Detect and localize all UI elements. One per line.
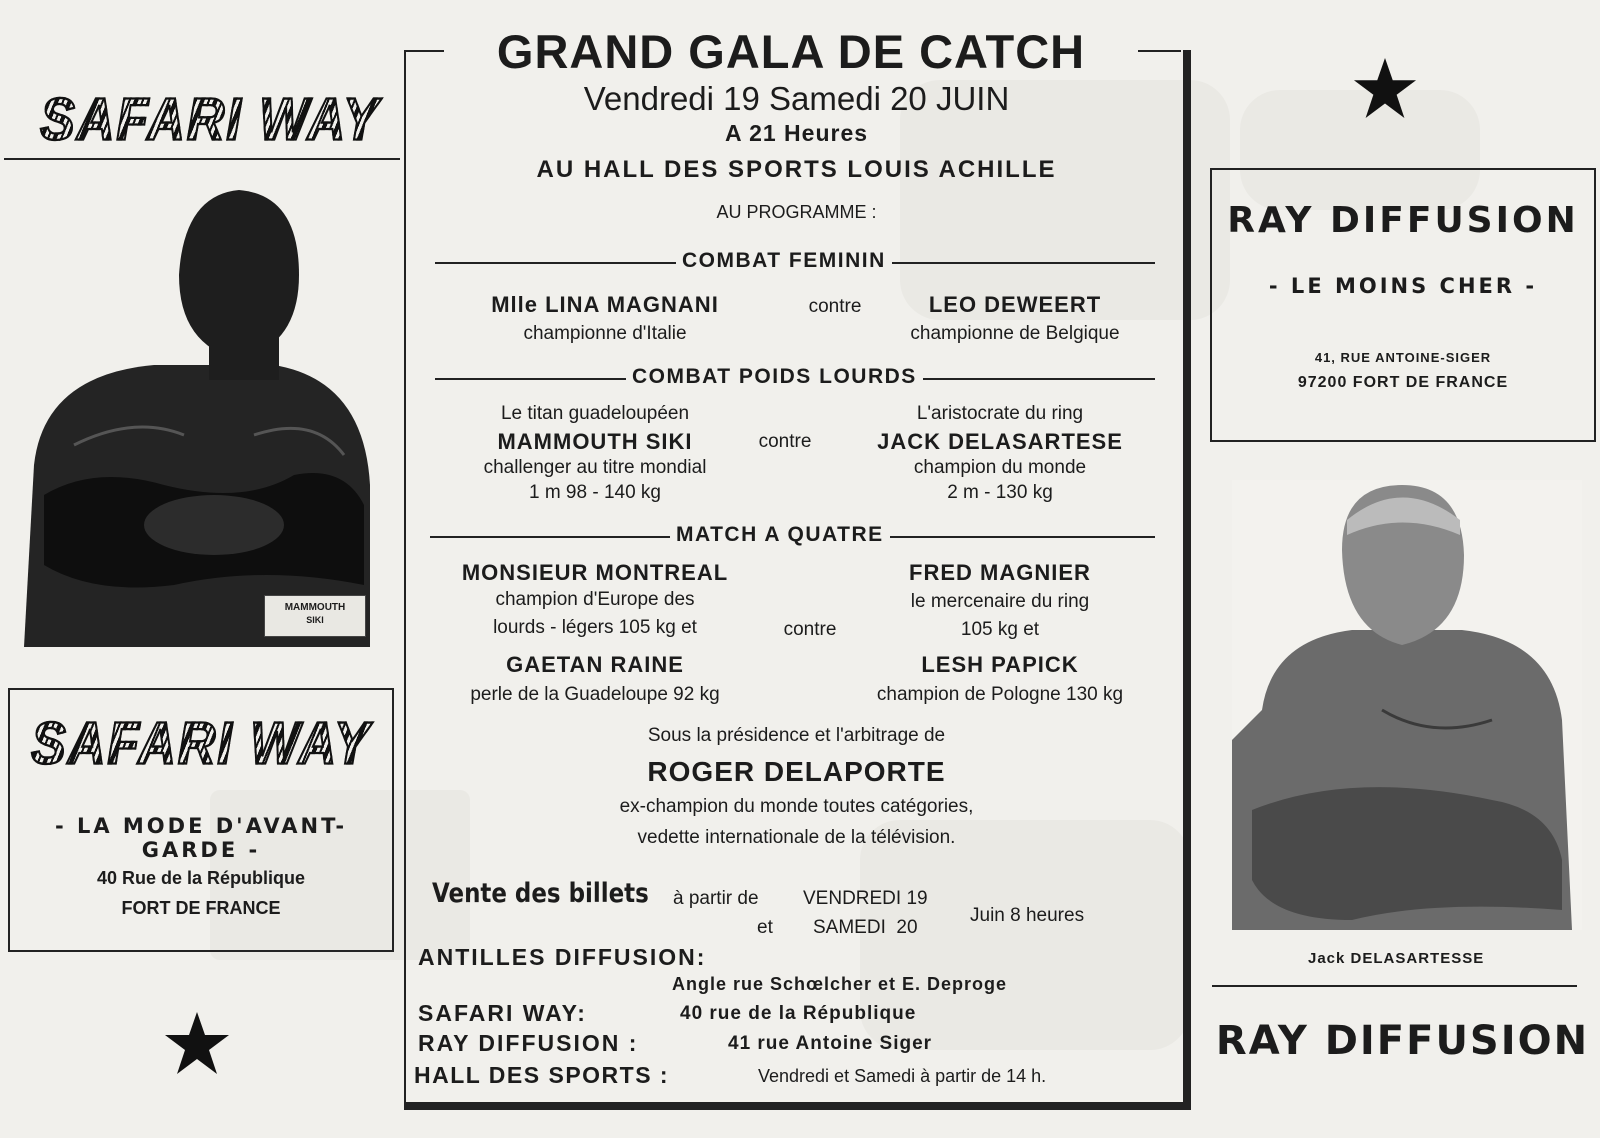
- wrestler-figure: [14, 165, 376, 647]
- event-dates: Vendredi 19 Samedi 20 JUIN: [583, 80, 1010, 117]
- event-title: GRAND GALA DE CATCH: [496, 25, 1086, 78]
- fighter-mammouth-siki: MAMMOUTH SIKI: [497, 429, 693, 454]
- referee-name: ROGER DELAPORTE: [647, 756, 946, 787]
- fighter-leo-deweert: LEO DEWEERT: [928, 292, 1102, 317]
- fighter-lina-magnani: Mlle LINA MAGNANI: [491, 292, 719, 317]
- versus-label: contre: [758, 431, 812, 452]
- fighter-title: champion d'Europe des: [495, 589, 695, 610]
- divider: [4, 158, 400, 160]
- outlet-ray-diffusion: RAY DIFFUSION :: [418, 1030, 639, 1056]
- ray-diffusion-address-1: 41, RUE ANTOINE-SIGER: [1314, 350, 1492, 365]
- tickets-when: Juin 8 heures: [970, 905, 1085, 926]
- versus-label: contre: [783, 619, 837, 640]
- divider: [1212, 985, 1577, 987]
- section-heading-poids-lourds: COMBAT POIDS LOURDS: [626, 365, 923, 389]
- photo-caption: Jack DELASARTESSE: [1308, 950, 1485, 967]
- frame-top-left: [404, 50, 444, 52]
- photo-caption-line1: MAMMOUTH: [284, 602, 346, 613]
- fighter-jack-delasartese: JACK DELASARTESE: [877, 429, 1123, 454]
- mammouth-siki-photo: [14, 165, 376, 647]
- outlet-address: Angle rue Schœlcher et E. Deproge: [672, 974, 1008, 994]
- photo-label-box: [264, 595, 366, 637]
- fighter-title: lourds - légers 105 kg et: [493, 617, 697, 638]
- fighter-gaetan-raine: GAETAN RAINE: [506, 652, 684, 677]
- ray-diffusion-logo: RAY DIFFUSION: [1227, 200, 1579, 241]
- safari-way-ad-box: [8, 688, 394, 952]
- wrestler-figure: [1232, 480, 1582, 930]
- fighter-title: championne de Belgique: [910, 323, 1120, 344]
- fighter-title: le mercenaire du ring: [910, 591, 1090, 612]
- section-heading-match-a-quatre: MATCH A QUATRE: [670, 523, 890, 547]
- tickets-from: à partir de: [673, 888, 759, 909]
- star-icon: [164, 1010, 230, 1076]
- fighter-monsieur-montreal: MONSIEUR MONTREAL: [461, 560, 729, 585]
- section-heading-combat-feminin: COMBAT FEMININ: [676, 249, 892, 273]
- fighter-title: perle de la Guadeloupe 92 kg: [470, 684, 720, 705]
- frame-top-right: [1138, 50, 1181, 52]
- fighter-intro: Le titan guadeloupéen: [500, 403, 690, 424]
- fighter-lesh-papick: LESH PAPICK: [921, 652, 1079, 677]
- safari-way-tagline: - LA MODE D'AVANT-GARDE -: [54, 814, 348, 862]
- fighter-title: 105 kg et: [960, 619, 1040, 640]
- fighter-stats: 2 m - 130 kg: [947, 482, 1053, 503]
- safari-way-address-2: FORT DE FRANCE: [121, 898, 281, 918]
- jack-delasartesse-photo: [1232, 480, 1582, 930]
- photo-caption-line2: SIKI: [306, 615, 324, 625]
- tickets-heading: Vente des billets: [432, 878, 649, 909]
- outlet-address: 41 rue Antoine Siger: [728, 1033, 933, 1054]
- ray-diffusion-ad-box: [1210, 168, 1596, 442]
- tickets-day1: VENDREDI 19: [803, 888, 928, 909]
- ray-diffusion-address-2: 97200 FORT DE FRANCE: [1297, 374, 1509, 391]
- safari-way-logo: SAFARI WAY: [10, 712, 392, 776]
- fighter-title: champion de Pologne 130 kg: [876, 684, 1124, 705]
- outlet-address: 40 rue de la République: [680, 1003, 917, 1024]
- ray-diffusion-tagline: - LE MOINS CHER -: [1268, 274, 1538, 298]
- outlet-hours: Vendredi et Samedi à partir de 14 h.: [758, 1066, 1047, 1086]
- fighter-title: challenger au titre mondial: [483, 457, 707, 478]
- tickets-and: et: [757, 917, 773, 938]
- fighter-title: champion du monde: [913, 457, 1087, 478]
- versus-label: contre: [808, 296, 862, 317]
- fighter-title: championne d'Italie: [523, 323, 687, 344]
- referee-line: vedette internationale de la télévision.: [637, 827, 956, 848]
- event-time: A 21 Heures: [724, 120, 869, 146]
- safari-way-address-1: 40 Rue de la République: [96, 868, 306, 888]
- referee-intro: Sous la présidence et l'arbitrage de: [647, 725, 946, 746]
- fighter-stats: 1 m 98 - 140 kg: [528, 482, 662, 503]
- referee-line: ex-champion du monde toutes catégories,: [619, 796, 974, 817]
- star-icon: [1353, 56, 1417, 120]
- programme-label: AU PROGRAMME :: [716, 202, 877, 222]
- ray-diffusion-logo-bottom: RAY DIFFUSION: [1215, 1018, 1590, 1064]
- tickets-day2: SAMEDI 20: [813, 917, 918, 938]
- outlet-safari-way: SAFARI WAY:: [418, 1000, 587, 1026]
- outlet-antilles-diffusion: ANTILLES DIFFUSION:: [418, 944, 707, 970]
- fighter-fred-magnier: FRED MAGNIER: [909, 560, 1091, 585]
- event-venue: AU HALL DES SPORTS LOUIS ACHILLE: [536, 156, 1057, 183]
- outlet-hall-des-sports: HALL DES SPORTS :: [414, 1062, 670, 1088]
- safari-way-logo-top: SAFARI WAY: [20, 88, 400, 152]
- fighter-intro: L'aristocrate du ring: [916, 403, 1084, 424]
